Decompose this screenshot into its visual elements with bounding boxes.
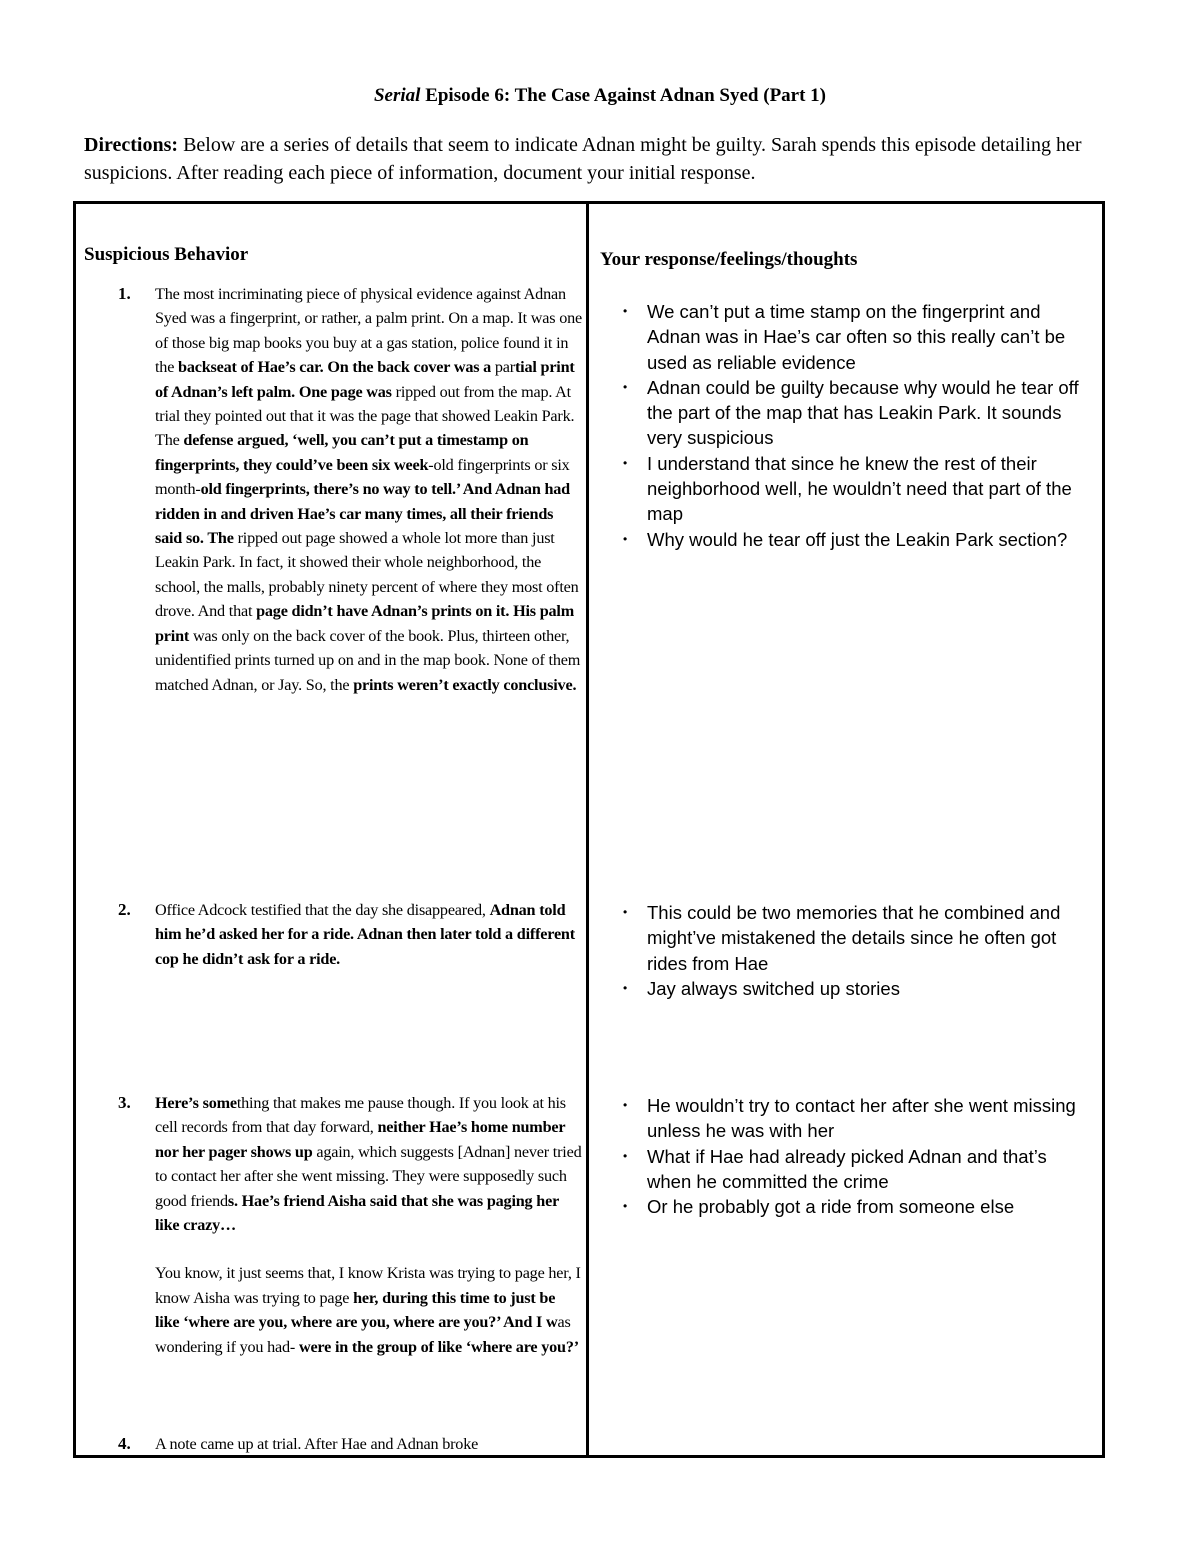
- title-series-name: Serial: [373, 85, 421, 106]
- response-bullet: [623, 375, 1083, 451]
- item-number-2: 2.: [118, 900, 131, 919]
- response-list-2: [623, 900, 1083, 1001]
- item-number-4: 4.: [118, 1434, 131, 1453]
- text-run: again, which suggests [Adnan] never tried to contact her after she went missing. They were supposedly such good friend: [155, 1142, 582, 1210]
- text-run: ripped out page showed a whole lot more than just Leakin Park. In fact, it showed their whole neighborhood, the school, the malls, probably ninety percent of where they most often drove. And that: [155, 529, 579, 621]
- passage-2: [155, 898, 583, 971]
- item-number-3: 3.: [118, 1093, 131, 1112]
- bullet-icon: •: [623, 379, 628, 394]
- text-run: par: [494, 358, 515, 377]
- response-text: Or he probably got a ride from someone else: [647, 1196, 1015, 1218]
- item-number-1: 1.: [118, 284, 131, 303]
- bullet-icon: •: [623, 531, 628, 546]
- response-text: Adnan could be guilty because why would he tear off the part of the map that has Leakin Park. It sounds very suspicious: [647, 376, 1079, 449]
- passage-paragraph: [155, 1091, 583, 1237]
- response-text: We can’t put a time stamp on the fingerprint and Adnan was in Hae’s car often so this really can’t be used as reliable evidence: [647, 301, 1066, 373]
- bullet-icon: •: [623, 1148, 628, 1163]
- bullet-icon: •: [623, 304, 628, 318]
- passage-paragraph: [155, 282, 583, 697]
- bold-text-run: tial print of Adnan’s left palm. One page was: [155, 358, 575, 401]
- bold-text-run: backseat of Hae’s car. On the back cover was a: [178, 358, 495, 377]
- title-episode-text: Episode 6: The Case Against Adnan Syed (Part 1): [420, 85, 827, 106]
- bold-text-run: page didn’t have Adnan’s prints on it. His palm print: [155, 602, 574, 645]
- response-bullet: [623, 1093, 1083, 1144]
- text-run: was only on the back cover of the book. Plus, thirteen other, unidentified prints turned up on and in the map book. None of them matched Adnan, or Jay. So, the: [155, 626, 581, 694]
- response-text: Jay always switched up stories: [647, 977, 900, 999]
- bullet-icon: •: [623, 905, 628, 919]
- bold-text-run: neither Hae’s home number nor her pager shows up: [155, 1118, 566, 1161]
- response-bullet: [623, 976, 1083, 1001]
- text-run: A note came up at trial. After Hae and Adnan broke: [155, 1435, 479, 1453]
- bullet-icon: •: [623, 1098, 628, 1112]
- directions-label: Directions:: [84, 134, 179, 156]
- text-run: ripped out from the map. At trial they pointed out that it was the page that showed Leakin Park. The: [155, 382, 575, 450]
- bold-text-run: prints weren’t exactly conclusive.: [353, 675, 577, 694]
- text-run: You know, it just seems that, I know Krista was trying to page her, I know Aisha was trying to page: [155, 1264, 581, 1307]
- passage-paragraph: [155, 898, 583, 971]
- document-title: [0, 85, 1200, 107]
- text-run: Office Adcock testified that the day she disappeared,: [155, 901, 490, 919]
- bold-text-run: s. Hae’s friend Aisha said that she was paging her like crazy…: [155, 1191, 559, 1235]
- passage-paragraph: [155, 1432, 583, 1456]
- passage-1: [155, 282, 583, 697]
- response-bullet: [623, 451, 1083, 527]
- bold-text-run: defense argued, ‘well, you can’t put a timestamp on fingerprints, they could’ve been six week: [155, 431, 529, 474]
- text-run: thing that makes me pause though. If you look at his cell records from that day forward,: [155, 1094, 566, 1137]
- directions-paragraph: [84, 131, 1124, 187]
- response-list-1: [623, 299, 1083, 552]
- column-header-response: Your response/feelings/thoughts: [600, 249, 858, 270]
- passage-4: [155, 1432, 583, 1456]
- response-text: What if Hae had already picked Adnan and that’s when he committed the crime: [647, 1145, 1047, 1192]
- bullet-icon: •: [623, 980, 628, 995]
- response-bullet: [623, 900, 1083, 976]
- bold-text-run: Here’s some: [155, 1094, 237, 1112]
- directions-text: Below are a series of details that seem to indicate Adnan might be guilty. Sarah spends this episode detailing her suspicions. After reading each piece of information, document your initial response.: [84, 134, 1082, 184]
- text-run: -old fingerprints or six month-: [155, 455, 570, 499]
- column-header-suspicious-behavior: Suspicious Behavior: [84, 244, 249, 265]
- column-divider: [586, 201, 589, 1458]
- response-text: He wouldn’t try to contact her after she went missing unless he was with her: [647, 1095, 1076, 1142]
- bullet-icon: •: [623, 1199, 628, 1214]
- bold-text-run: her, during this time to just be like ‘where are you, where are you, where are you?’ And I w: [155, 1288, 558, 1332]
- response-list-3: [623, 1093, 1083, 1219]
- passage-3: [155, 1091, 583, 1359]
- passage-paragraph: [155, 1261, 583, 1359]
- text-run: The most incriminating piece of physical evidence against Adnan Syed was a fingerprint, or rather, a palm print. On a map. It was one of those big map books you buy at a gas station, police found it in the: [155, 285, 582, 377]
- response-text: I understand that since he knew the rest of their neighborhood well, he wouldn’t need that part of the map: [647, 452, 1072, 525]
- bullet-icon: •: [623, 455, 628, 470]
- bold-text-run: old fingerprints, there’s no way to tell.’ And Adnan had ridden in and driven Hae’s car many times, all their friends said so. The: [155, 480, 570, 548]
- response-bullet: [623, 1194, 1083, 1219]
- text-run: as wondering if you had-: [155, 1313, 571, 1356]
- response-text: This could be two memories that he combined and might’ve mistakened the details since he often got rides from Hae: [647, 902, 1061, 974]
- response-bullet: [623, 1144, 1083, 1195]
- bold-text-run: Adnan told him he’d asked her for a ride. Adnan then later told a different cop he didn’t ask for a ride.: [155, 901, 575, 968]
- response-text: Why would he tear off just the Leakin Park section?: [647, 528, 1068, 550]
- bold-text-run: were in the group of like ‘where are you?’: [298, 1337, 579, 1356]
- response-bullet: [623, 299, 1083, 375]
- response-bullet: [623, 527, 1083, 552]
